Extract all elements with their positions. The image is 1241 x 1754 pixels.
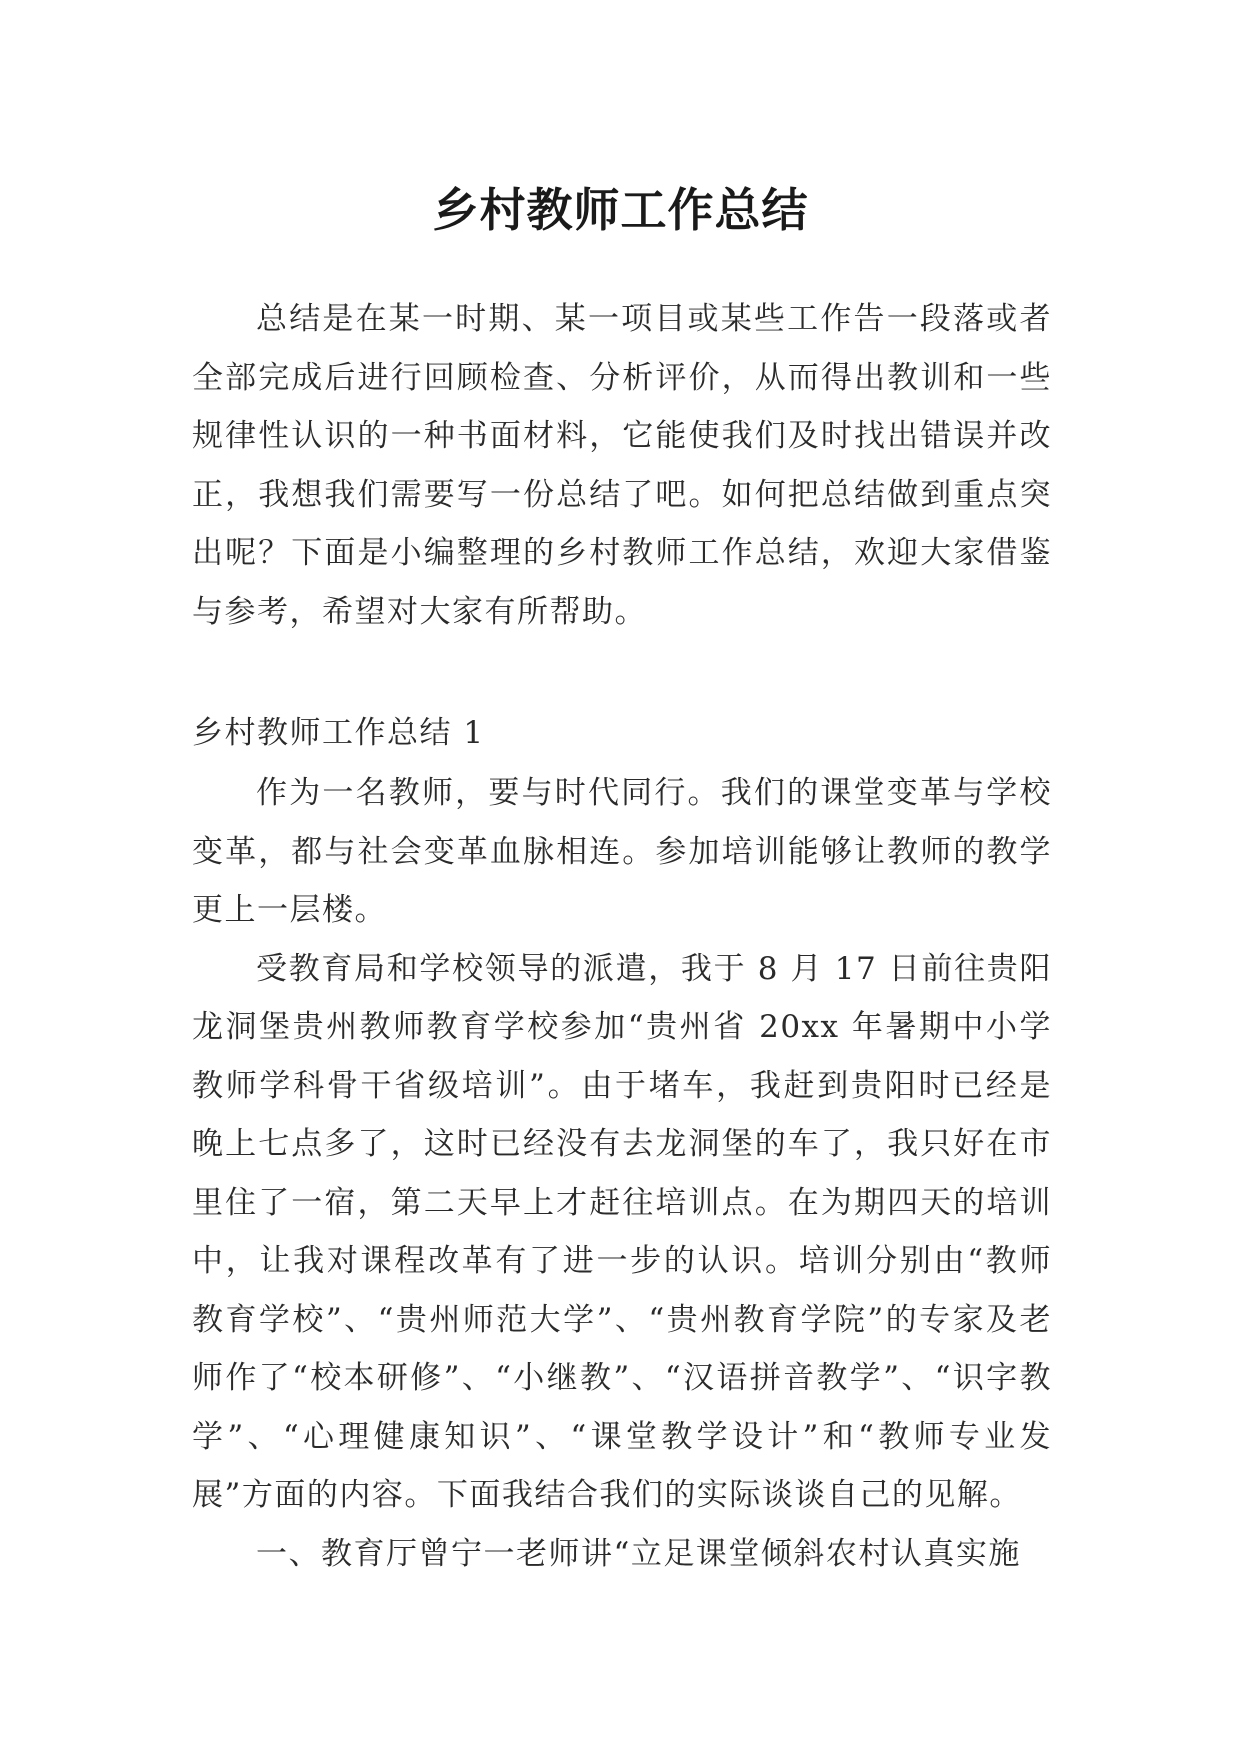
section-paragraph-1: 作为一名教师，要与时代同行。我们的课堂变革与学校变革，都与社会变革血脉相连。参加培训能够让教师的教学更上一层楼。: [192, 775, 1052, 928]
section-paragraph-3: 一、教育厅曾宁一老师讲“立足课堂倾斜农村认真实施: [256, 1535, 1021, 1572]
intro-block: [192, 290, 1052, 641]
document-title: 乡村教师工作总结: [432, 182, 809, 237]
section-heading: 乡村教师工作总结 1: [192, 715, 485, 751]
section-paragraph-2: 受教育局和学校领导的派遣，我于 8 月 17 日前往贵阳龙洞堡贵州教师教育学校参加“贵州省 20xx 年暑期中小学教师学科骨干省级培训”。由于堵车，我赶到贵阳时已经是晚上七点多了，这时已经没有去龙洞堡的车了，我只好在市里住了一宿，第二天早上才赶往培训点。在为期四天的培训中，让我对课程改革有了进一步的认识。培训分别由“教师教育学校”、“贵州师范大学”、“贵州教育学院”的专家及老师作了“校本研修”、“小继教”、“汉语拼音教学”、“识字教学”、“心理健康知识”、“课堂教学设计”和“教师专业发展”方面的内容。下面我结合我们的实际谈谈自己的见解。: [192, 950, 1052, 1513]
intro-paragraph: 总结是在某一时期、某一项目或某些工作告一段落或者全部完成后进行回顾检查、分析评价，从而得出教训和一些规律性认识的一种书面材料，它能使我们及时找出错误并改正，我想我们需要写一份总结了吧。如何把总结做到重点突出呢？下面是小编整理的乡村教师工作总结，欢迎大家借鉴与参考，希望对大家有所帮助。: [192, 301, 1052, 630]
section-1: [192, 704, 1052, 1583]
